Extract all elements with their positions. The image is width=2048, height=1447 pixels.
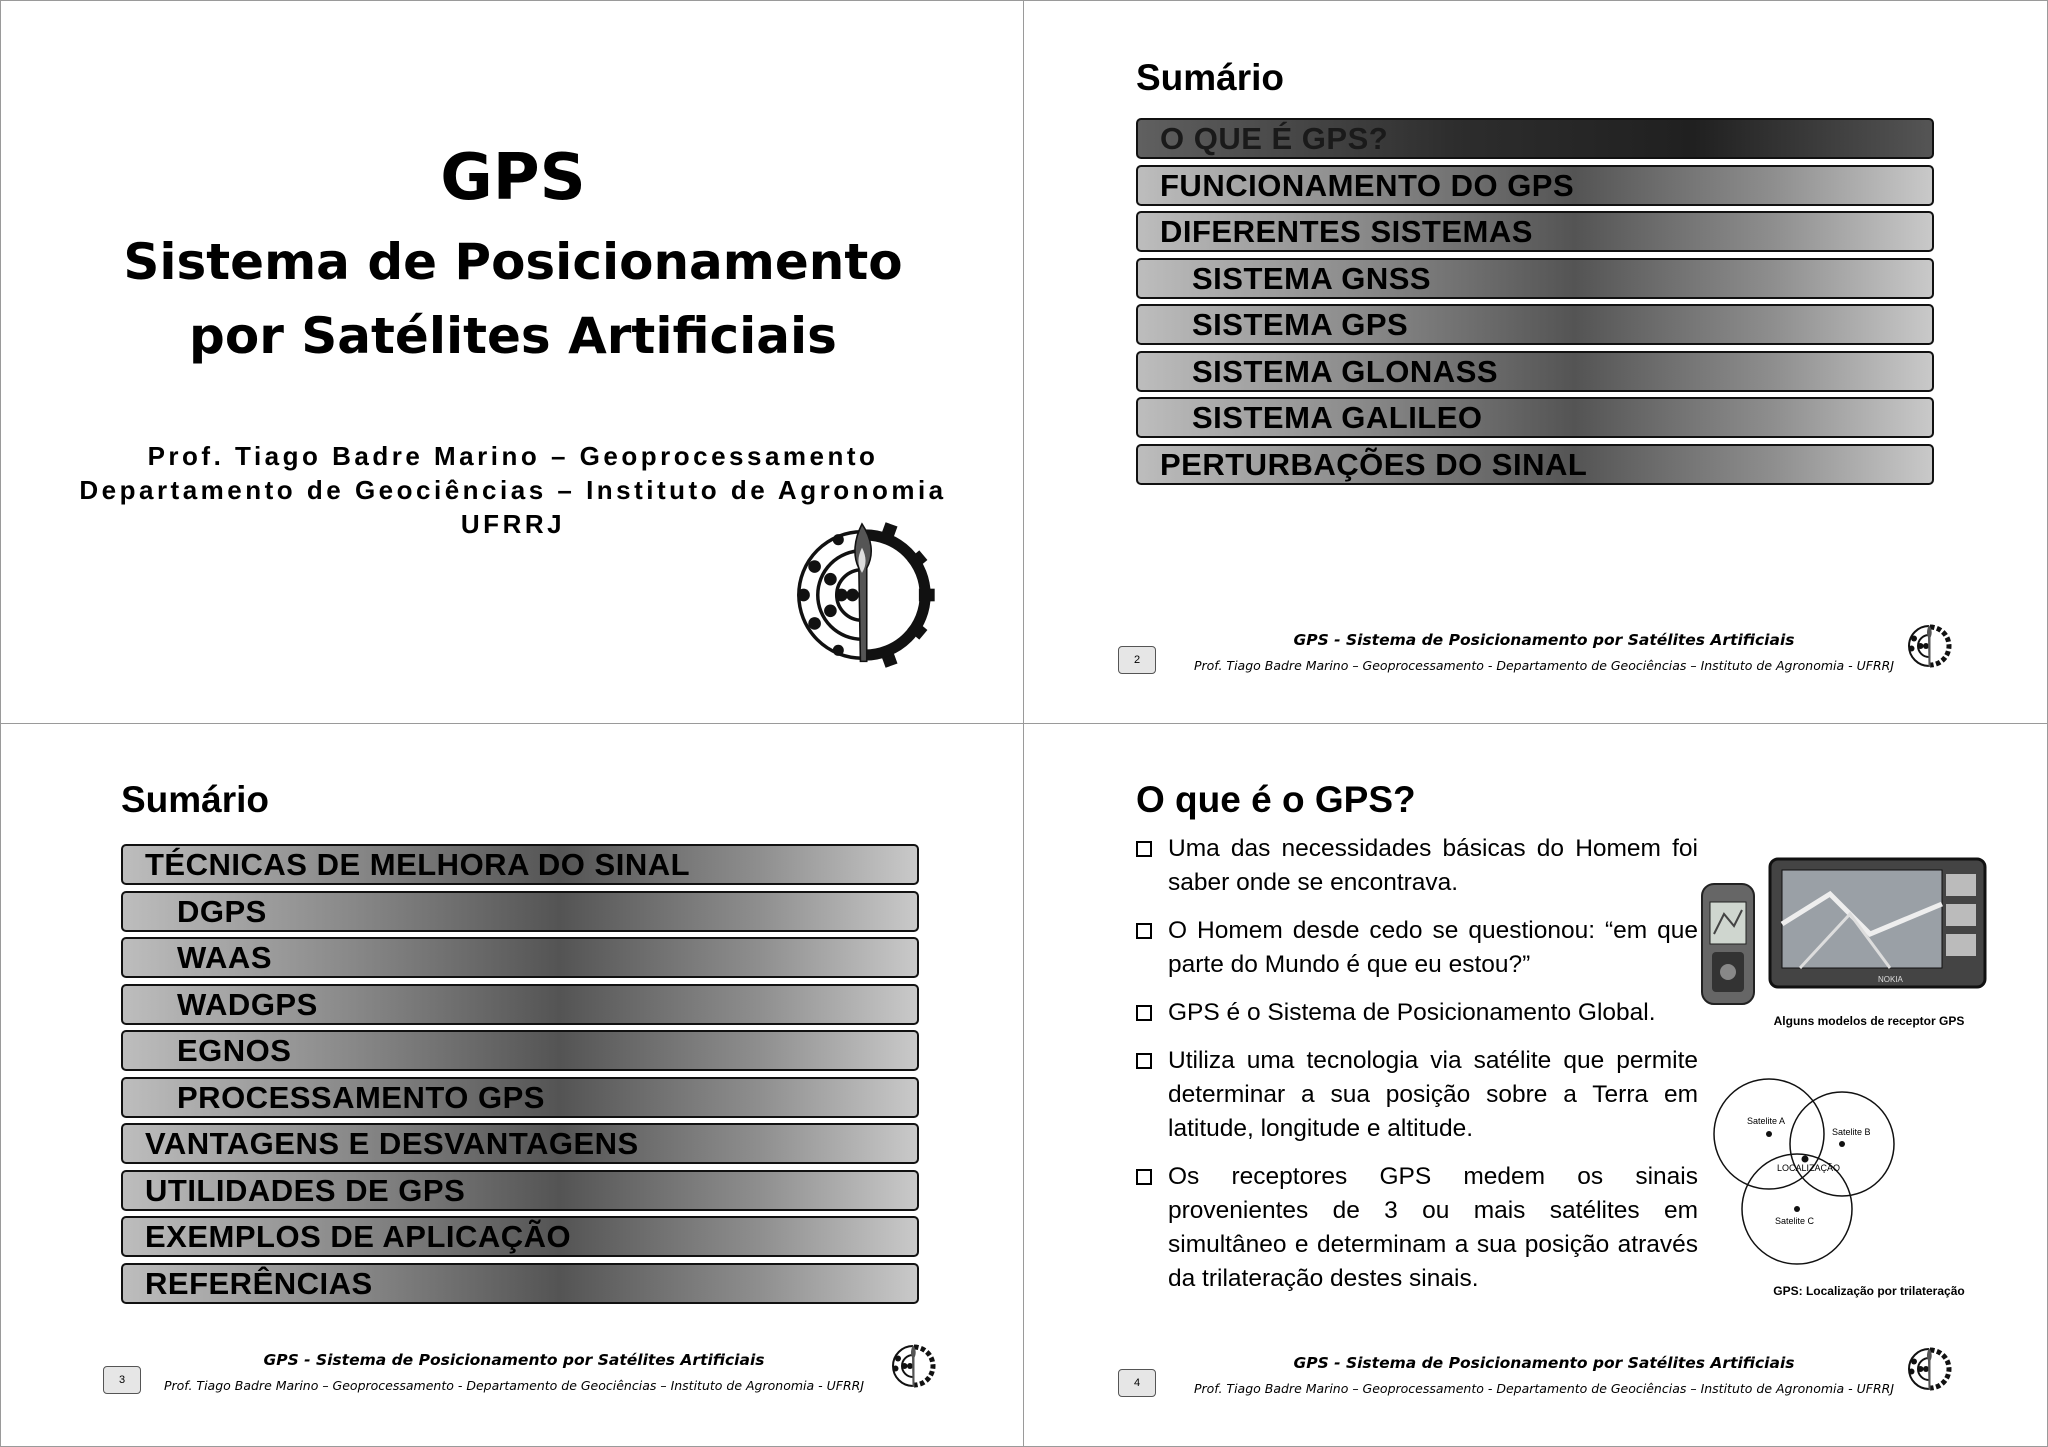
trilateration-caption: GPS: Localização por trilateração	[1773, 1284, 1965, 1298]
satellite-c-label: Satelite C	[1775, 1216, 1815, 1226]
summary-item: WAAS	[121, 937, 919, 978]
slide-heading: Sumário	[121, 779, 270, 820]
slide-heading: Sumário	[1136, 57, 1285, 98]
summary-item: O QUE É GPS?	[1136, 118, 1934, 159]
summary-item: SISTEMA GPS	[1136, 304, 1934, 345]
ufrrj-logo-icon	[1904, 621, 1954, 671]
list-item: Uma das necessidades básicas do Homem foi saber onde se encontrava.	[1136, 832, 1698, 900]
summary-item: PROCESSAMENTO GPS	[121, 1077, 919, 1118]
subtitle-line-1: Sistema de Posicionamento	[123, 233, 903, 291]
ufrrj-logo-icon	[888, 1341, 938, 1391]
author-line-2: Departamento de Geociências – Instituto de Agronomia	[79, 475, 947, 505]
page-number: 4	[1118, 1369, 1156, 1397]
bullet-list	[1136, 832, 1698, 1310]
checkbox-bullet-icon	[1136, 1053, 1152, 1069]
summary-item: TÉCNICAS DE MELHORA DO SINAL	[121, 844, 919, 885]
summary-item: PERTURBAÇÕES DO SINAL	[1136, 444, 1934, 485]
checkbox-bullet-icon	[1136, 841, 1152, 857]
ufrrj-logo-icon	[1904, 1344, 1954, 1394]
page-number: 3	[103, 1366, 141, 1394]
device-brand-label: NOKIA	[1878, 975, 1903, 984]
summary-item: SISTEMA GALILEO	[1136, 397, 1934, 438]
list-item: O Homem desde cedo se questionou: “em que parte do Mundo é que eu estou?”	[1136, 914, 1698, 982]
list-item: Os receptores GPS medem os sinais provenientes de 3 ou mais satélites em simultâneo e determinam a sua posição através da trilateração destes sinais.	[1136, 1160, 1698, 1296]
ufrrj-logo-icon	[783, 516, 941, 674]
list-item: Utiliza uma tecnologia via satélite que permite determinar a sua posição sobre a Terra em latitude, longitude e altitude.	[1136, 1044, 1698, 1146]
summary-item: DIFERENTES SISTEMAS	[1136, 211, 1934, 252]
summary-list	[1136, 118, 1934, 490]
summary-item: REFERÊNCIAS	[121, 1263, 919, 1304]
author-line-3: UFRRJ	[460, 509, 566, 539]
page-number: 2	[1118, 646, 1156, 674]
title: GPS	[440, 141, 586, 215]
location-label: LOCALIZAÇÃO	[1777, 1163, 1841, 1173]
footer-author: Prof. Tiago Badre Marino – Geoprocessamento - Departamento de Geociências – Instituto de Agronomia - UFRRJ	[1193, 1381, 1895, 1396]
footer-author: Prof. Tiago Badre Marino – Geoprocessamento - Departamento de Geociências – Instituto de Agronomia - UFRRJ	[163, 1378, 865, 1393]
footer-title: GPS - Sistema de Posicionamento por Satélites Artificiais	[1293, 1354, 1795, 1372]
gps-receivers-image	[1700, 854, 1990, 1009]
summary-item: DGPS	[121, 891, 919, 932]
subtitle-line-2: por Satélites Artificiais	[189, 307, 837, 365]
slide-summary-2	[0, 723, 1024, 1447]
satellite-a-label: Satelite A	[1747, 1116, 1786, 1126]
slide-heading: O que é o GPS?	[1136, 779, 1416, 820]
footer-title: GPS - Sistema de Posicionamento por Satélites Artificiais	[1293, 631, 1795, 649]
author-line-1: Prof. Tiago Badre Marino – Geoprocessamento	[147, 441, 879, 471]
slide-title	[0, 0, 1024, 724]
summary-list	[121, 844, 919, 1309]
trilateration-diagram	[1707, 1069, 1927, 1279]
summary-item: WADGPS	[121, 984, 919, 1025]
summary-item: SISTEMA GNSS	[1136, 258, 1934, 299]
list-item: GPS é o Sistema de Posicionamento Global.	[1136, 996, 1698, 1030]
satellite-b-label: Satelite B	[1832, 1127, 1871, 1137]
footer-author: Prof. Tiago Badre Marino – Geoprocessamento - Departamento de Geociências – Instituto de Agronomia - UFRRJ	[1193, 658, 1895, 673]
checkbox-bullet-icon	[1136, 923, 1152, 939]
summary-item: EGNOS	[121, 1030, 919, 1071]
checkbox-bullet-icon	[1136, 1005, 1152, 1021]
summary-item: EXEMPLOS DE APLICAÇÃO	[121, 1216, 919, 1257]
summary-item: UTILIDADES DE GPS	[121, 1170, 919, 1211]
footer-title: GPS - Sistema de Posicionamento por Satélites Artificiais	[263, 1351, 765, 1369]
devices-caption: Alguns modelos de receptor GPS	[1773, 1014, 1965, 1028]
slide-what-is-gps	[1023, 723, 2048, 1447]
summary-item: FUNCIONAMENTO DO GPS	[1136, 165, 1934, 206]
slide-summary-1	[1023, 0, 2048, 724]
checkbox-bullet-icon	[1136, 1169, 1152, 1185]
summary-item: SISTEMA GLONASS	[1136, 351, 1934, 392]
summary-item: VANTAGENS E DESVANTAGENS	[121, 1123, 919, 1164]
